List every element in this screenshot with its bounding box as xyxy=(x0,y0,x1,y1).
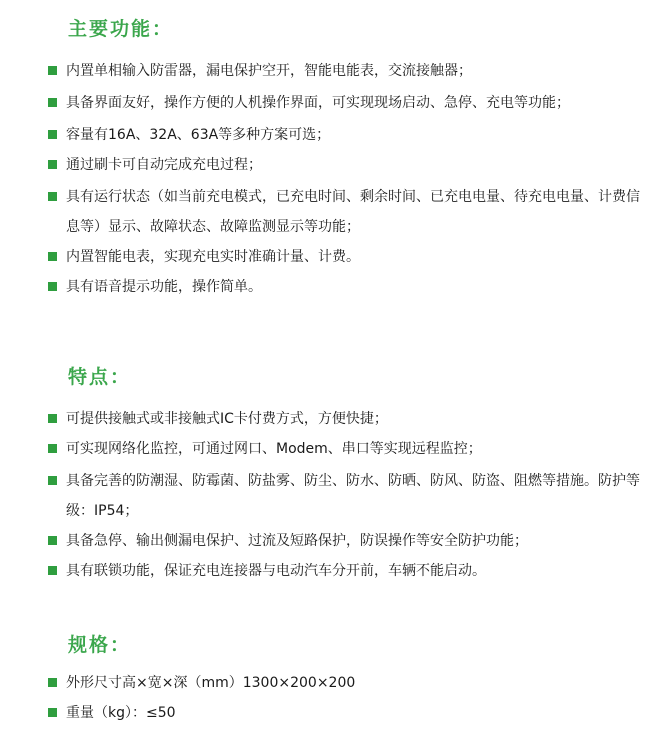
list-item xyxy=(48,670,644,696)
section-title-specifications: 规格： xyxy=(68,634,132,656)
list-item xyxy=(48,152,644,178)
list-item-text: 内置智能电表，实现充电实时准确计量、计费。 xyxy=(66,249,360,265)
list-item-text: 具备急停、输出侧漏电保护、过流及短路保护，防误操作等安全防护功能； xyxy=(66,533,528,549)
square-bullet-icon xyxy=(48,476,57,485)
square-bullet-icon xyxy=(48,708,57,717)
list-item xyxy=(48,406,644,432)
list-item-text: 具备界面友好，操作方便的人机操作界面，可实现现场启动、急停、充电等功能； xyxy=(66,95,570,111)
square-bullet-icon xyxy=(48,566,57,575)
list-item xyxy=(48,466,644,526)
list-item-text: 具有运行状态（如当前充电模式，已充电时间、剩余时间、已充电电量、待充电电量、计费信息等）显示、故障状态、故障监测显示等功能； xyxy=(66,189,640,235)
list-item xyxy=(48,436,644,462)
list-item xyxy=(48,244,644,270)
list-item-text: 可提供接触式或非接触式IC卡付费方式，方便快捷； xyxy=(66,411,388,427)
square-bullet-icon xyxy=(48,98,57,107)
main-functions-list xyxy=(48,58,644,304)
square-bullet-icon xyxy=(48,678,57,687)
list-item-text: 通过刷卡可自动完成充电过程； xyxy=(66,157,262,173)
list-item-text: 容量有16A、32A、63A等多种方案可选； xyxy=(66,127,331,143)
section-title-main-functions: 主要功能： xyxy=(68,18,174,40)
square-bullet-icon xyxy=(48,66,57,75)
list-item-text: 重量（kg）：≤50 xyxy=(66,705,176,721)
square-bullet-icon xyxy=(48,192,57,201)
list-item-text: 内置单相输入防雷器，漏电保护空开，智能电能表，交流接触器； xyxy=(66,63,472,79)
square-bullet-icon xyxy=(48,160,57,169)
list-item-text: 可实现网络化监控，可通过网口、Modem、串口等实现远程监控； xyxy=(66,441,482,457)
square-bullet-icon xyxy=(48,444,57,453)
square-bullet-icon xyxy=(48,252,57,261)
list-item xyxy=(48,558,644,584)
list-item-text: 外形尺寸高×宽×深（mm）1300×200×200 xyxy=(66,675,356,691)
square-bullet-icon xyxy=(48,536,57,545)
list-item xyxy=(48,122,644,148)
list-item xyxy=(48,528,644,554)
list-item xyxy=(48,182,644,242)
list-item xyxy=(48,58,644,84)
square-bullet-icon xyxy=(48,414,57,423)
square-bullet-icon xyxy=(48,130,57,139)
square-bullet-icon xyxy=(48,282,57,291)
specifications-list xyxy=(48,670,644,730)
list-item-text: 具有语音提示功能，操作简单。 xyxy=(66,279,262,295)
section-title-features: 特点： xyxy=(68,366,132,388)
list-item xyxy=(48,274,644,300)
features-list xyxy=(48,406,644,588)
list-item xyxy=(48,88,644,118)
list-item-text: 具备完善的防潮湿、防霉菌、防盐雾、防尘、防水、防晒、防风、防盗、阻燃等措施。防护等级：IP54； xyxy=(66,473,640,519)
list-item-text: 具有联锁功能，保证充电连接器与电动汽车分开前，车辆不能启动。 xyxy=(66,563,486,579)
list-item xyxy=(48,700,644,726)
